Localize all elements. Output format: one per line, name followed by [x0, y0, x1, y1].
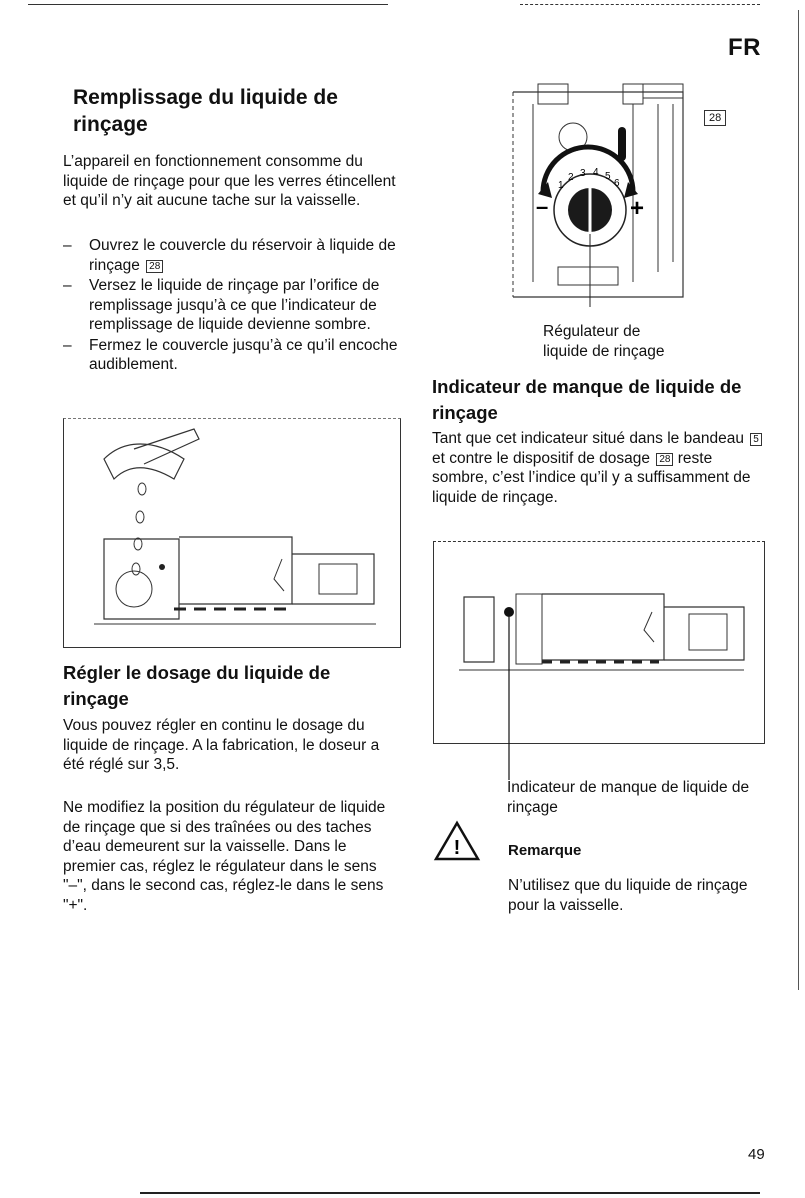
dial-number: 6	[614, 178, 620, 189]
right-margin-line	[798, 10, 799, 990]
step-text: Versez le liquide de rinçage par l’orifice de remplissage jusqu’à ce que l’indicateur de remplissage de liquide devienne sombre.	[89, 277, 380, 333]
list-dash: –	[63, 237, 72, 254]
bottom-rule	[140, 1192, 760, 1194]
dosage-paragraph-2: Ne modifiez la position du régulateur de liquide de rinçage que si des traînées ou des taches d’eau demeurent sur la vaisselle. Dans le premier cas, réglez le régulateur dans le sens "–", dans le second cas, réglez-le dans le sens "+".	[63, 799, 386, 914]
dial-number: 2	[568, 172, 574, 183]
intro-paragraph: L’appareil en fonctionnement consomme du liquide de rinçage pour que les verres étincellent et qu’il n’y ait aucune tache sur la vaisselle.	[63, 153, 396, 209]
dosage-paragraph-1: Vous pouvez régler en continu le dosage du liquide de rinçage. A la fabrication, le doseur a été réglé sur 3,5.	[63, 717, 380, 773]
list-item	[63, 336, 398, 375]
list-item	[63, 276, 398, 335]
dial-number: 1	[558, 180, 564, 191]
indicator-drawing	[434, 542, 764, 782]
section-title-filling: Remplissage du liquide de rinçage	[73, 86, 338, 136]
figure-indicator	[433, 541, 765, 744]
dial-number: 3	[580, 168, 586, 179]
note-text: N’utilisez que du liquide de rinçage pour la vaisselle.	[508, 877, 748, 914]
list-dash: –	[63, 277, 72, 294]
filling-steps-list	[63, 236, 398, 376]
reference-box: 28	[656, 453, 673, 466]
top-rule-right	[520, 4, 760, 5]
dial-number: 5	[605, 171, 611, 182]
paragraph-text: Tant que cet indicateur situé dans le bandeau	[432, 430, 744, 447]
minus-symbol: –	[536, 194, 549, 219]
warning-triangle-icon	[433, 820, 481, 862]
caption-line: liquide de rinçage	[543, 342, 665, 360]
dial-number: 4	[593, 167, 599, 178]
warning-exclamation: !	[453, 837, 461, 859]
reference-box: 28	[146, 260, 163, 273]
step-text: Fermez le couvercle jusqu’à ce qu’il encoche audiblement.	[89, 336, 398, 373]
reference-box: 28	[704, 110, 726, 126]
reference-box: 5	[750, 433, 762, 446]
section-title-dosage: Régler le dosage du liquide de rinçage	[63, 662, 331, 709]
page-number: 49	[748, 1146, 765, 1163]
top-rule	[28, 4, 388, 5]
indicator-caption: Indicateur de manque de liquide de rinçage	[507, 779, 750, 816]
caption-line: Régulateur de	[543, 323, 641, 340]
paragraph-text: reste sombre, c’est l’indice qu’il y a suffisamment de liquide de rinçage.	[432, 449, 751, 506]
plus-symbol: +	[630, 195, 645, 222]
pouring-drawing	[64, 419, 400, 647]
paragraph-text: et contre le dispositif de dosage	[432, 449, 650, 467]
step-text: Ouvrez le couvercle du réservoir à liquide de rinçage	[89, 237, 396, 274]
list-dash: –	[63, 336, 72, 354]
note-title: Remarque	[508, 842, 582, 859]
language-code: FR	[728, 34, 761, 61]
figure-regulator	[508, 82, 740, 312]
list-item	[63, 236, 398, 275]
indicator-paragraph	[432, 429, 762, 507]
section-title-indicator: Indicateur de manque de liquide de rinçage	[432, 376, 742, 423]
regulator-caption	[543, 322, 743, 361]
figure-pouring-illustration	[63, 418, 401, 648]
